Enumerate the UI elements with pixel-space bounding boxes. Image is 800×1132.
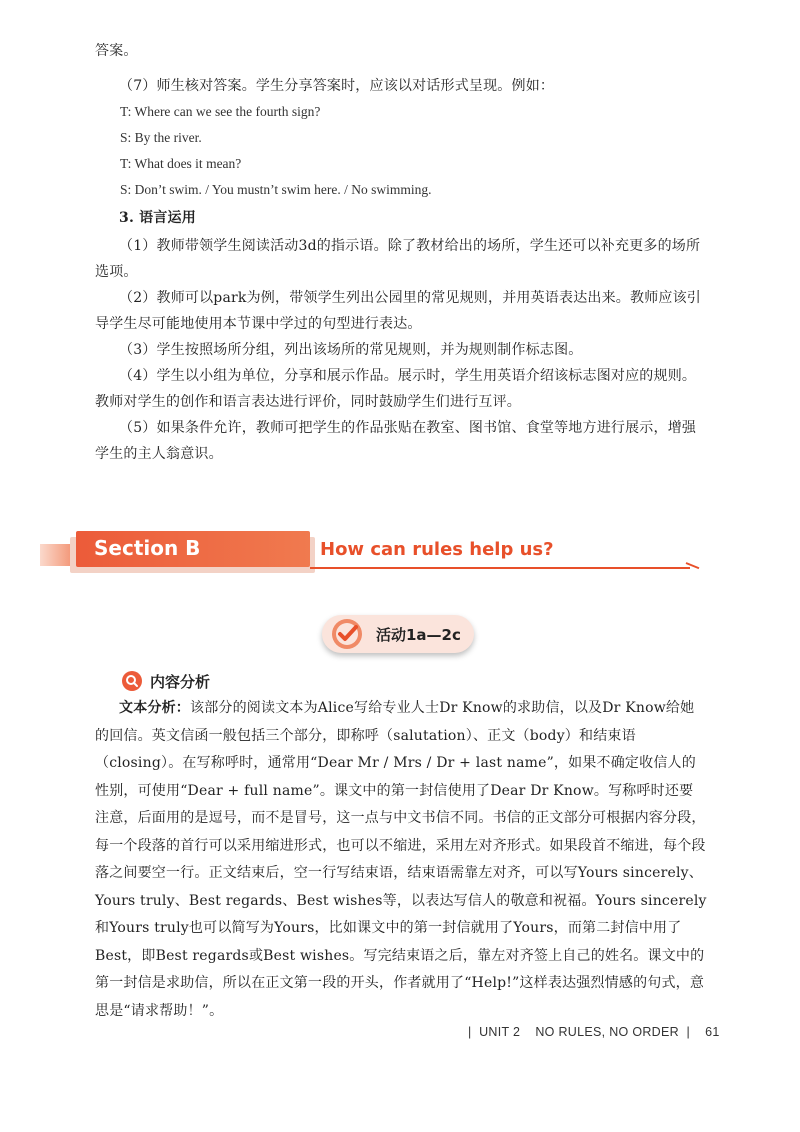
text-analysis-paragraph	[95, 695, 707, 1025]
dialog-line-1: T: Where can we see the fourth sign?	[120, 104, 321, 119]
step-4: （4）学生以小组为单位，分享和展示作品。展示时，学生用英语介绍该标志图对应的规则。教师对学生的创作和语言表达进行评价，同时鼓励学生们进行互评。	[95, 368, 697, 410]
paragraph-answer: 答案。	[95, 43, 138, 59]
check-icon	[330, 617, 364, 651]
page-number: 61	[705, 1025, 720, 1039]
step-7: （7）师生核对答案。学生分享答案时，应该以对话形式呈现。例如：	[119, 78, 555, 94]
footer-unit: | UNIT 2 NO RULES, NO ORDER |	[468, 1025, 691, 1039]
analysis-heading: 内容分析	[150, 673, 211, 691]
section-rule	[310, 567, 690, 569]
step-5: （5）如果条件允许，教师可把学生的作品张贴在教室、图书馆、食堂等地方进行展示，增强学生的主人翁意识。	[95, 420, 697, 462]
step-1: （1）教师带领学生阅读活动3d的指示语。除了教材给出的场所，学生还可以补充更多的场所选项。	[95, 238, 701, 280]
step-2: （2）教师可以park为例，带领学生列出公园里的常见规则，并用英语表达出来。教师应该引导学生尽可能地使用本节课中学过的句型进行表达。	[95, 290, 701, 332]
dialog-line-3: T: What does it mean?	[120, 156, 242, 171]
activity-label: 活动1a—2c	[376, 626, 461, 644]
dialog-line-4: S: Don’t swim. / You mustn’t swim here. / No swimming.	[120, 182, 432, 197]
text-analysis-lead: 文本分析：	[119, 700, 190, 716]
section-label: Section B	[94, 536, 201, 560]
heading-language-use: 3. 语言运用	[119, 210, 196, 226]
section-title: How can rules help us?	[320, 539, 554, 560]
dialog-line-2: S: By the river.	[120, 130, 202, 145]
step-3: （3）学生按照场所分组，列出该场所的常见规则，并为规则制作标志图。	[119, 342, 583, 358]
magnifier-icon	[122, 671, 142, 691]
text-analysis-body: 该部分的阅读文本为Alice写给专业人士Dr Know的求助信，以及Dr Know给她的回信。英文信函一般包括三个部分，即称呼（salutation）、正文（body）和结束语（closing）。在写称呼时，通常用“Dear Mr / Mrs / Dr + last name”，如果不确定收信人的性别，可使用“Dear + full name”。课文中的第一封信使用了Dear Dr Know。写称呼时还要注意，后面用的是逗号，而不是冒号，这一点与中文书信不同。书信的正文部分可根据内容分段，每一个段落的首行可以采用缩进形式，也可以不缩进，采用左对齐形式。如果段首不缩进，每个段落之间要空一行。正文结束后，空一行写结束语，结束语需靠左对齐，可以写Yours sincerely、Yours truly、Best regards、Best wishes等，以表达写信人的敬意和祝福。Yours sincerely和Yours truly也可以简写为Yours，比如课文中的第一封信就用了Yours，而第二封信中用了Best，即Best regards或Best wishes。写完结束语之后，靠左对齐签上自己的姓名。课文中的第一封信是求助信，所以在正文第一段的开头，作者就用了“Help!”这样表达强烈情感的句式，意思是“请求帮助！”。	[95, 700, 707, 1019]
page-footer	[468, 1025, 720, 1039]
